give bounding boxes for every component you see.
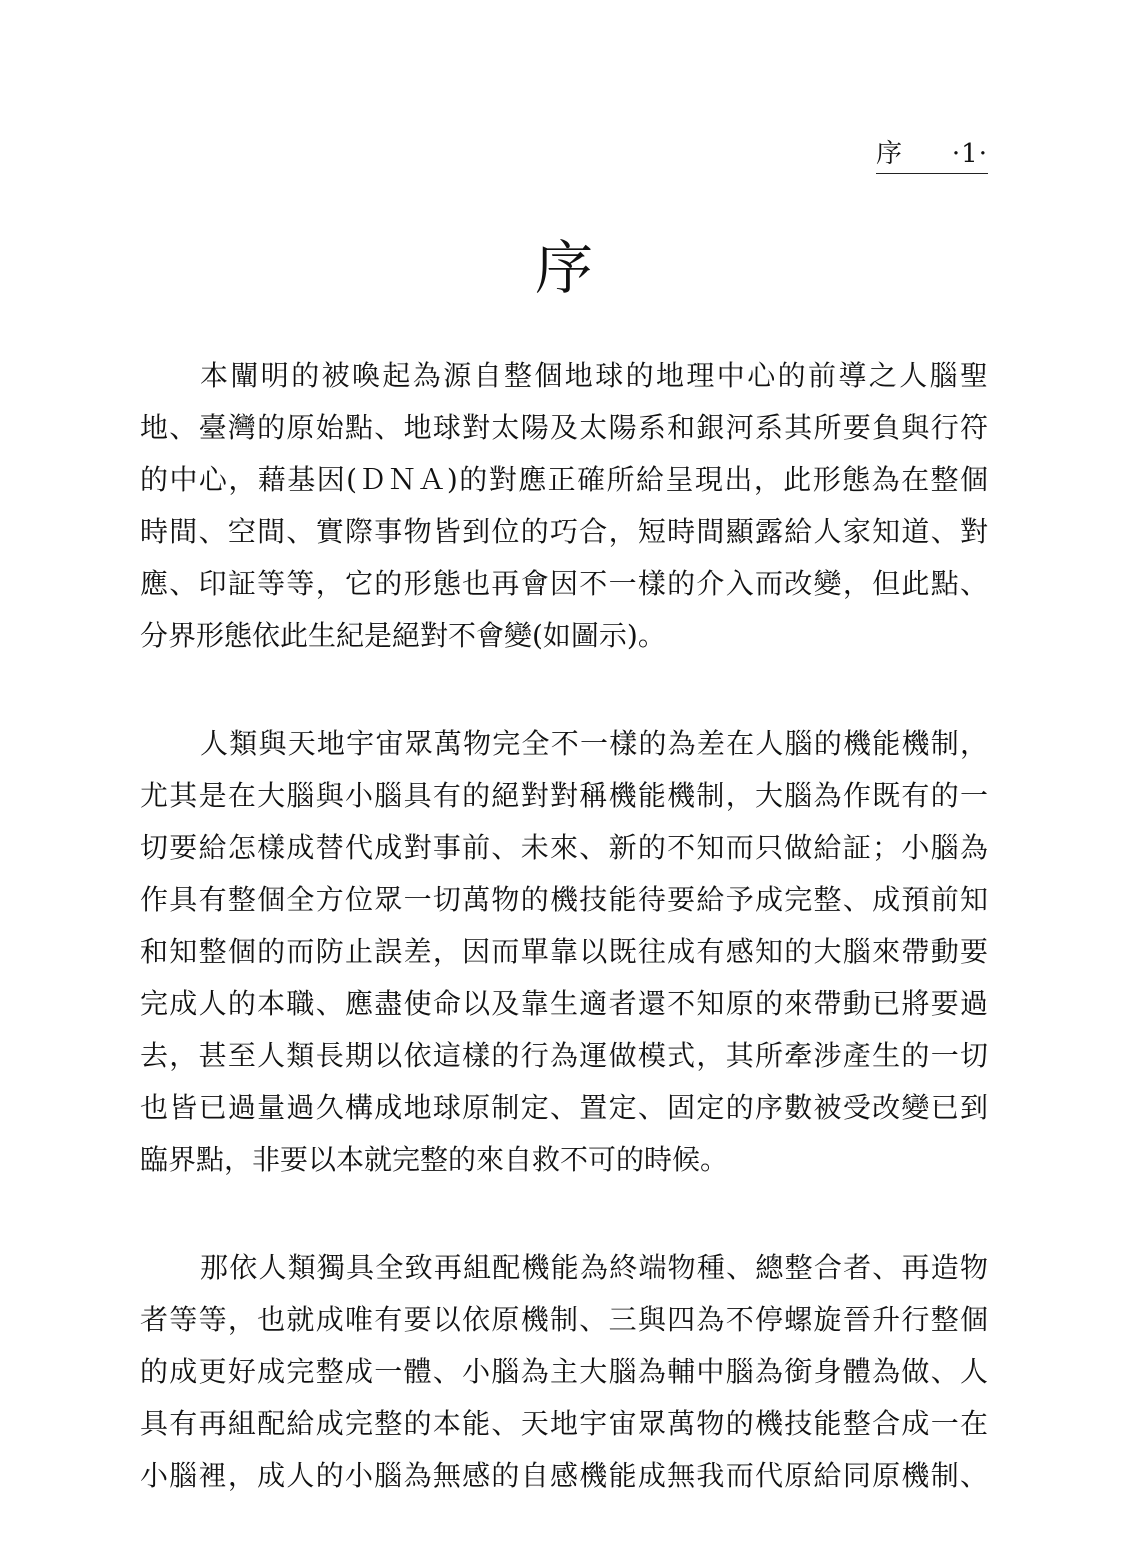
page-title: 序 bbox=[534, 234, 593, 302]
text-line: 那依人類獨具全致再組配機能為終端物種、總整合者、再造物 bbox=[200, 1251, 988, 1284]
text-line: 人類與天地宇宙眾萬物完全不一樣的為差在人腦的機能機制， bbox=[200, 727, 988, 760]
paragraph-2 bbox=[140, 718, 988, 1186]
text-line: 分界形態依此生紀是絕對不會變(如圖示)。 bbox=[140, 619, 666, 652]
text-line: 尤其是在大腦與小腦具有的絕對對稱機能機制，大腦為作既有的一 bbox=[140, 779, 988, 812]
text-line: 去，甚至人類長期以依這樣的行為運做模式，其所牽涉產生的一切 bbox=[140, 1039, 988, 1072]
text-line: 應、印証等等，它的形態也再會因不一樣的介入而改變，但此點、 bbox=[140, 567, 988, 600]
text-line: 作具有整個全方位眾一切萬物的機技能待要給予成完整、成預前知 bbox=[140, 883, 988, 916]
paragraph-gap bbox=[140, 1186, 988, 1242]
body-text bbox=[140, 350, 988, 1502]
text-line: 本闡明的被喚起為源自整個地球的地理中心的前導之人腦聖 bbox=[200, 359, 988, 392]
text-line: 者等等，也就成唯有要以依原機制、三與四為不停螺旋晉升行整個 bbox=[140, 1303, 988, 1336]
text-line: 和知整個的而防止誤差，因而單靠以既往成有感知的大腦來帶動要 bbox=[140, 935, 988, 968]
running-header bbox=[876, 138, 988, 174]
text-line: 小腦裡，成人的小腦為無感的自感機能成無我而代原給同原機制、 bbox=[140, 1459, 988, 1492]
text-line: 具有再組配給成完整的本能、天地宇宙眾萬物的機技能整合成一在 bbox=[140, 1407, 988, 1440]
text-line: 時間、空間、實際事物皆到位的巧合，短時間顯露給人家知道、對 bbox=[140, 515, 988, 548]
text-line: 的成更好成完整成一體、小腦為主大腦為輔中腦為銜身體為做、人 bbox=[140, 1355, 988, 1388]
paragraph-3 bbox=[140, 1242, 988, 1502]
header-section-title: 序 bbox=[876, 139, 905, 169]
paragraph-gap bbox=[140, 662, 988, 718]
text-line: 完成人的本職、應盡使命以及靠生適者還不知原的來帶動已將要過 bbox=[140, 987, 988, 1020]
text-line: 的中心，藉基因(ＤＮＡ)的對應正確所給呈現出，此形態為在整個 bbox=[140, 463, 988, 496]
text-line: 也皆已過量過久構成地球原制定、置定、固定的序數被受改變已到 bbox=[140, 1091, 988, 1124]
text-line: 地、臺灣的原始點、地球對太陽及太陽系和銀河系其所要負與行符 bbox=[140, 411, 988, 444]
text-line: 切要給怎樣成替代成對事前、未來、新的不知而只做給証；小腦為 bbox=[140, 831, 988, 864]
text-line: 臨界點，非要以本就完整的來自救不可的時候。 bbox=[140, 1143, 729, 1176]
paragraph-1 bbox=[140, 350, 988, 662]
header-page-number: ·1· bbox=[951, 139, 988, 169]
